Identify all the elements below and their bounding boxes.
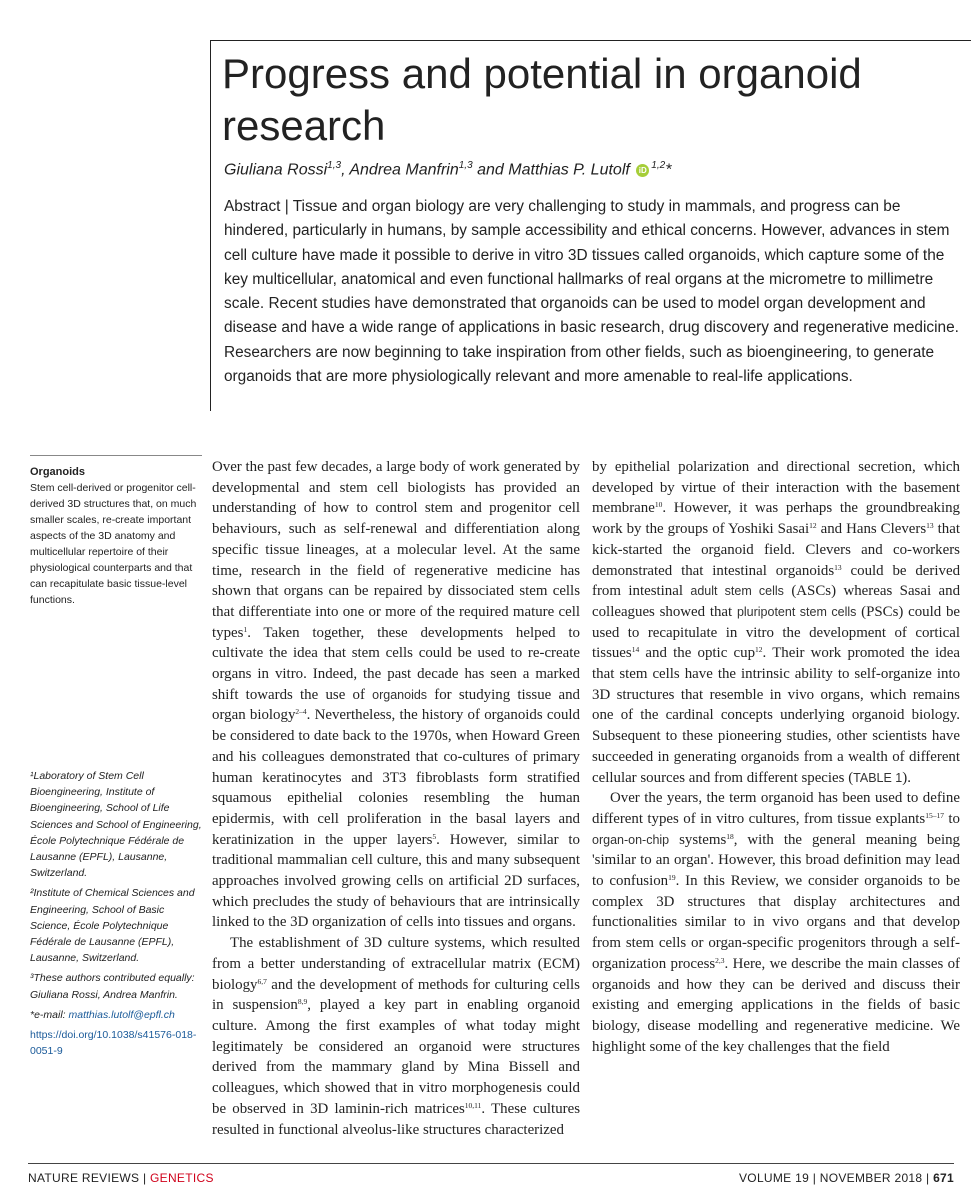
glossary-definition: Stem cell-derived or progenitor cell-derived 3D structures that, on much smaller scales, re-create important aspects of the 3D anatomy and multicellular repertoire of their physiological counterparts and that can recapitulate basic tissue-level functions.	[30, 482, 197, 606]
journal-section: GENETICS	[150, 1171, 214, 1185]
citation[interactable]: 18	[726, 831, 734, 841]
body-paragraph-continued: by epithelial polarization and directional secretion, which developed by virtue of their interaction with the basement membrane$^{10}$. However, it was perhaps the groundbreaking work by the groups of Yoshiki Sasai$^{12}$ and Hans Clevers$^{13}$ that kick-started the organoid field. Clevers and co-workers demonstrated that intestinal organoids$^{13}$ could be derived from intestinal adult stem cells (ASCs) whereas Sasai and colleagues showed that pluripotent stem cells (PSCs) could be used to recapitulate in vitro the development of cortical tissues$^{14}$ and the optic cup$^{12}$. Their work promoted the idea that stem cells have the intrinsic ability to self-organize into 3D structures that resemble in vivo organs, which remains one of the cardinal concepts underlying organoid biology. Subsequent to these pioneering studies, other scientists have succeeded in generating organoids from a wealth of different cellular sources and from different species (TABLE 1).	[592, 459, 961, 786]
citation[interactable]: 10	[654, 500, 663, 510]
body-column-right	[592, 457, 960, 1057]
citation[interactable]: 13	[926, 521, 934, 531]
affiliation-marker: 1,3	[458, 160, 473, 171]
issue-date: NOVEMBER 2018	[819, 1171, 923, 1185]
glossary-term: Organoids	[30, 466, 86, 478]
citation[interactable]: 6,7	[257, 976, 267, 986]
affiliations	[30, 768, 202, 1063]
body-paragraph: The establishment of 3D culture systems, which resulted from a better understanding of extracellular matrix (ECM) biology$^{6,7}$ and the development of methods for culturing cells in suspension$^{8,9}$, played a key part in enabling organoid culture. Among the first examples of what today might legitimately be considered an organoid were structures derived from the mammary gland by Mina Bissell and colleagues, which showed that in vitro morphogenesis could be observed in 3D laminin-rich matrices$^{10,11}$. These cultures resulted in functional alveolus-like structures characterized	[212, 935, 580, 1138]
glossary-keyword[interactable]: organ-on-chip	[592, 832, 670, 847]
author-conjunction: and	[477, 161, 504, 179]
author-name: Giuliana Rossi	[224, 161, 328, 179]
body-paragraph: Over the past few decades, a large body of work generated by developmental and stem cell biologists has provided an understanding of how to control stem and progenitor cell behaviours, such as self-renewal and differentiation along specific tissue lineages, at a molecular level. At the same time, research in the field of regenerative medicine has shown that organs can be repaired by dissociated stem cells that differentiate into one or more of the required mature cell types$^1$. Taken together, these developments helped to cultivate the idea that stem cells could be used to re-create organs in vitro. Indeed, the past decade has seen a marked shift towards the use of organoids for studying tissue and organ biology$^{2-4}$. Nevertheless, the history of organoids could be considered to date back to the 1970s, when Howard Green and his colleagues demonstrated that co-cultures of primary human keratinocytes and 3T3 fibroblasts form stratified squamous epithelial colonies resembling the human epidermis, with cell proliferation in the basal layers and keratinization in the upper layers$^5$. However, similar to traditional mammalian cell culture, this and many subsequent approaches involved growing cells on artificial 2D surfaces, which precludes the study of behaviours that are intrinsically linked to the 3D organization of cells into tissues and organs.	[212, 459, 580, 931]
orcid-icon[interactable]: iD	[636, 164, 649, 177]
author-name: Matthias P. Lutolf	[508, 161, 630, 179]
citation[interactable]: 12	[809, 521, 817, 531]
article-title: Progress and potential in organoid research	[222, 50, 862, 149]
glossary-sidebar	[30, 455, 202, 608]
body-column-left	[212, 457, 580, 1140]
correspondence	[30, 1007, 202, 1023]
page-footer	[28, 1163, 954, 1188]
page-number: 671	[933, 1171, 954, 1185]
citation[interactable]: 14	[631, 645, 640, 655]
citation[interactable]: 2,3	[715, 955, 725, 965]
citation[interactable]: 15–17	[925, 810, 944, 820]
corresponding-author-marker: *	[665, 161, 672, 179]
affiliation-3: ³These authors contributed equally: Giuliana Rossi, Andrea Manfrin.	[30, 972, 195, 1001]
affiliation-1: ¹Laboratory of Stem Cell Bioengineering, Institute of Bioengineering, School of Life Sciences and School of Engineering, École Polytechnique Fédérale de Lausanne (EPFL), Lausanne, Switzerland.	[30, 770, 202, 880]
citation[interactable]: 2–4	[295, 707, 307, 717]
citation[interactable]: 10,11	[464, 1100, 482, 1110]
body-paragraph: Over the years, the term organoid has been used to define different types of in vitro cultures, from tissue explants$^{15-17}$ to organ-on-chip systems$^{18}$, with the general meaning being 'similar to an organ'. However, this broad definition may lead to confusion$^{19}$. In this Review, we consider organoids to be complex 3D structures that display architectures and functionalities similar to in vivo organs and that develop from stem cells or organ-specific progenitors through a self-organization process$^{2,3}$. Here, we describe the main classes of organoids and how they can be derived and discuss their existing and emerging applications in the fields of basic biology, disease modelling and regenerative medicine. We highlight some of the key challenges that the field	[592, 790, 960, 1055]
citation[interactable]: 1	[243, 624, 248, 634]
abstract: Abstract | Tissue and organ biology are very challenging to study in mammals, and progress can be hindered, particularly in humans, by sample accessibility and ethical concerns. However, advances in stem cell culture have made it possible to derive in vitro 3D tissues called organoids, which capture some of the key multicellular, anatomical and even functional hallmarks of real organs at the micrometre to millimetre scale. Recent studies have demonstrated that organoids can be used to model organ development and disease and have a wide range of applications in basic research, drug discovery and regenerative medicine. Researchers are now beginning to take inspiration from other fields, such as bioengineering, to generate organoids that are more physiologically relevant and more amenable to real-life applications.	[224, 198, 959, 386]
glossary-keyword[interactable]: pluripotent stem cells	[736, 604, 857, 619]
volume: VOLUME 19	[739, 1171, 810, 1185]
issue-info: VOLUME 19 | NOVEMBER 2018 | 671	[739, 1171, 954, 1185]
journal-name: NATURE REVIEWS | GENETICS	[28, 1171, 214, 1185]
citation[interactable]: 5	[432, 831, 437, 841]
citation[interactable]: 13	[834, 562, 842, 572]
citation[interactable]: 12	[755, 645, 763, 655]
glossary-keyword[interactable]: organoids	[372, 687, 428, 702]
affiliation-2: ²Institute of Chemical Sciences and Engineering, School of Basic Science, École Polytechnique Fédérale de Lausanne (EPFL), Lausanne, Switzerland.	[30, 887, 195, 965]
table-link[interactable]: TABLE 1	[853, 770, 903, 785]
affiliation-marker: 1,3	[327, 160, 342, 171]
citation[interactable]: 8,9	[297, 997, 308, 1007]
affiliation-marker: 1,2	[651, 160, 666, 171]
email-label: *e-mail:	[30, 1008, 66, 1021]
doi-link[interactable]: https://doi.org/10.1038/s41576-018-0051-9	[30, 1029, 197, 1058]
glossary-keyword[interactable]: adult stem cells	[690, 584, 784, 599]
citation[interactable]: 19	[668, 873, 676, 883]
author-list: Giuliana Rossi$^{1,3}$, Andrea Manfrin$^{1,3}$ and Matthias P. Lutolf iD $^{1,2}$*	[224, 160, 672, 179]
email-link[interactable]: matthias.lutolf@epfl.ch	[68, 1008, 175, 1021]
author-name: Andrea Manfrin	[349, 161, 459, 179]
